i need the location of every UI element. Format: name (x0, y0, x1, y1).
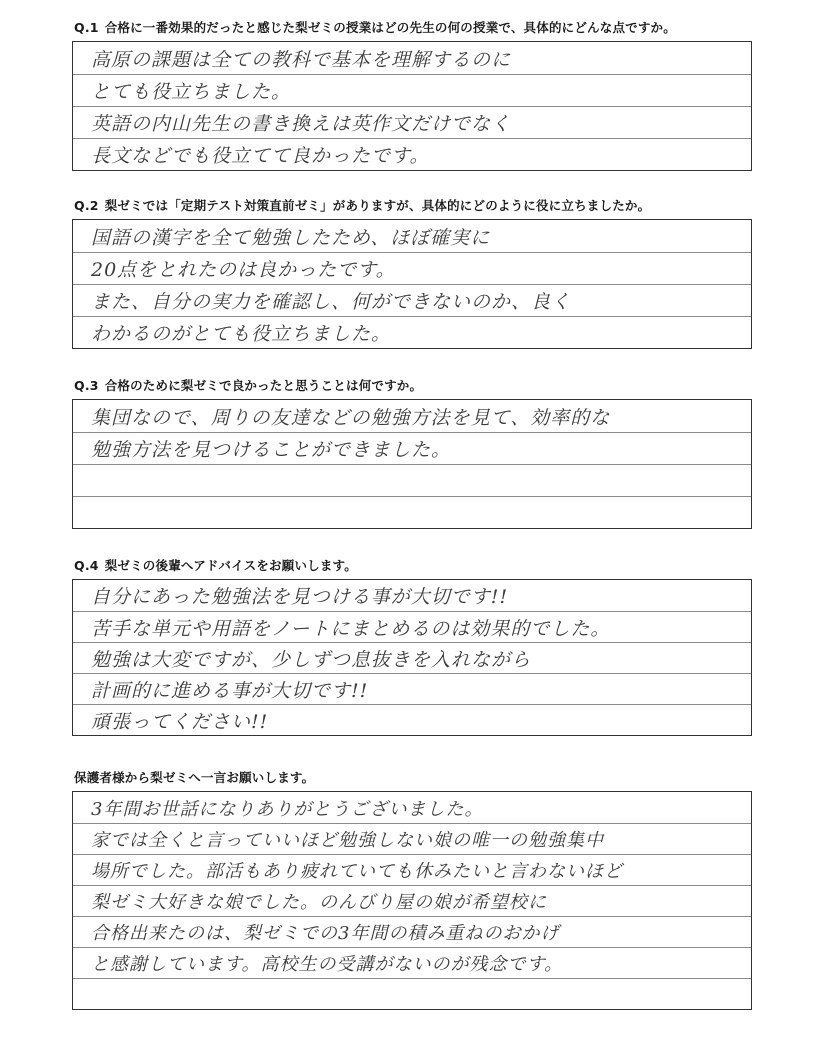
section-parents (72, 768, 752, 1010)
section-q4 (72, 556, 752, 736)
section-q1 (72, 18, 752, 171)
answer-line: 自分にあった勉強法を見つける事が大切です!! (91, 586, 509, 608)
answer-line: 苦手な単元や用語をノートにまとめるのは効果的でした。 (73, 611, 751, 642)
question-number: Q.4 (74, 558, 99, 573)
answer-box (72, 579, 752, 736)
answer-line (73, 978, 751, 1009)
answer-box (72, 219, 752, 349)
answer-line: 頑張ってください!! (73, 704, 751, 735)
answer-line: 国語の漢字を全て勉強したため、ほぼ確実に (91, 226, 491, 249)
question-number: Q.3 (74, 378, 99, 393)
answer-box (72, 791, 752, 1010)
question-text: 合格に一番効果的だったと感じた梨ゼミの授業はどの先生の何の授業で、具体的にどんな点ですか。 (104, 20, 676, 35)
answer-line: 勉強は大変ですが、少しずつ息抜きを入れながら (73, 642, 751, 673)
answer-line: 合格出来たのは、梨ゼミでの3年間の積み重ねのおかげ (73, 916, 751, 947)
answer-line: 3年間お世話になりありがとうございました。 (91, 798, 484, 820)
answer-line: 梨ゼミ大好きな娘でした。のんびり屋の娘が希望校に (73, 885, 751, 916)
question-text: 合格のために梨ゼミで良かったと思うことは何ですか。 (104, 378, 423, 393)
section-q2 (72, 196, 752, 349)
question-label (74, 196, 752, 214)
answer-line: 勉強方法を見つけることができました。 (73, 432, 751, 464)
answer-line: 家では全くと言っていいほど勉強しない娘の唯一の勉強集中 (73, 823, 751, 854)
answer-line: とても役立ちました。 (73, 74, 751, 106)
answer-box (72, 41, 752, 171)
answer-line: 英語の内山先生の書き換えは英作文だけでなく (73, 106, 751, 138)
answer-box (72, 399, 752, 529)
answer-line: 場所でした。部活もあり疲れていても休みたいと言わないほど (73, 854, 751, 885)
answer-line: 長文などでも役立てて良かったです。 (73, 138, 751, 170)
question-label (74, 768, 752, 786)
question-label (74, 18, 752, 36)
answer-line: 集団なので、周りの友達などの勉強方法を見て、効率的な (91, 406, 611, 429)
question-number: Q.1 (74, 20, 99, 35)
question-text: 梨ゼミの後輩へアドバイスをお願いします。 (104, 558, 357, 573)
question-text: 保護者様から梨ゼミへ一言お願いします。 (74, 770, 315, 785)
section-q3 (72, 376, 752, 529)
answer-line (73, 496, 751, 528)
answer-line (73, 464, 751, 496)
answer-line: わかるのがとても役立ちました。 (73, 316, 751, 348)
answer-line: また、自分の実力を確認し、何ができないのか、良く (73, 284, 751, 316)
answer-line: 20点をとれたのは良かったです。 (73, 252, 751, 284)
answer-line: 計画的に進める事が大切です!! (73, 673, 751, 704)
question-label (74, 556, 752, 574)
question-number: Q.2 (74, 198, 99, 213)
question-text: 梨ゼミでは「定期テスト対策直前ゼミ」がありますが、具体的にどのように役に立ちましたか。 (104, 198, 651, 213)
answer-line: と感謝しています。高校生の受講がないのが残念です。 (73, 947, 751, 978)
question-label (74, 376, 752, 394)
answer-line: 高原の課題は全ての教科で基本を理解するのに (91, 48, 512, 71)
